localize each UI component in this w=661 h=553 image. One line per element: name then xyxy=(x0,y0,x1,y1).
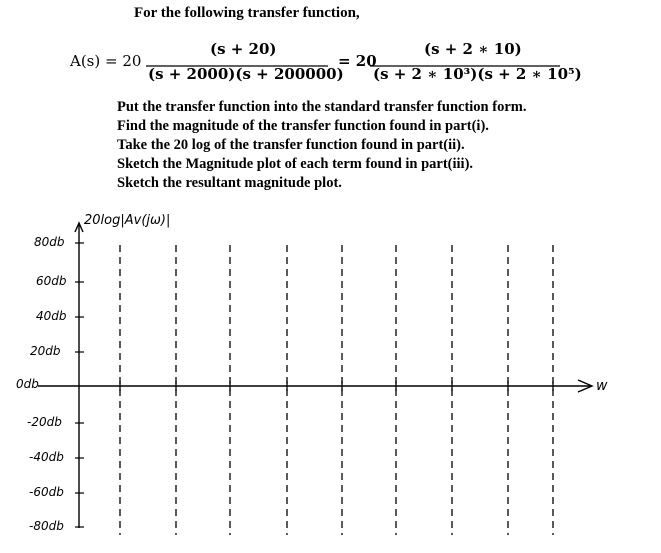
equation-lhs: A(s) = 20 xyxy=(70,52,142,70)
y-tick-label: -80db xyxy=(29,519,64,533)
decade-gridlines xyxy=(120,245,553,535)
instruction-item: Put the transfer function into the standard transfer function form. xyxy=(117,99,527,115)
y-tick-label: -20db xyxy=(27,415,62,429)
y-tick-label: -40db xyxy=(29,450,64,464)
instruction-item: Sketch the resultant magnitude plot. xyxy=(117,175,342,191)
equation-denominator-2: (s + 2 ∗ 10³)(s + 2 ∗ 10⁵) xyxy=(373,65,582,83)
equation-denominator-1: (s + 2000)(s + 200000) xyxy=(148,65,344,83)
instruction-item: Take the 20 log of the transfer function found in part(ii). xyxy=(117,137,465,153)
instruction-item: Find the magnitude of the transfer function found in part(i). xyxy=(117,118,489,134)
y-tick-label: -60db xyxy=(29,485,64,499)
y-axis-label: 20log|Av(jω)| xyxy=(84,213,171,228)
y-tick-label: 20db xyxy=(30,344,61,358)
equation-numerator-2: (s + 2 ∗ 10) xyxy=(424,40,522,58)
x-axis-label: w xyxy=(596,378,608,394)
y-tick-label: 60db xyxy=(36,274,67,288)
instruction-item: Sketch the Magnitude plot of each term found in part(iii). xyxy=(117,156,474,172)
y-tick-label: 80db xyxy=(34,235,65,249)
page-heading: For the following transfer function, xyxy=(134,5,360,21)
y-tick-label: 40db xyxy=(36,309,67,323)
equation-equals: = 20 xyxy=(338,52,377,70)
y-tick-label: 0db xyxy=(16,377,39,391)
equation-numerator-1: (s + 20) xyxy=(210,40,277,58)
